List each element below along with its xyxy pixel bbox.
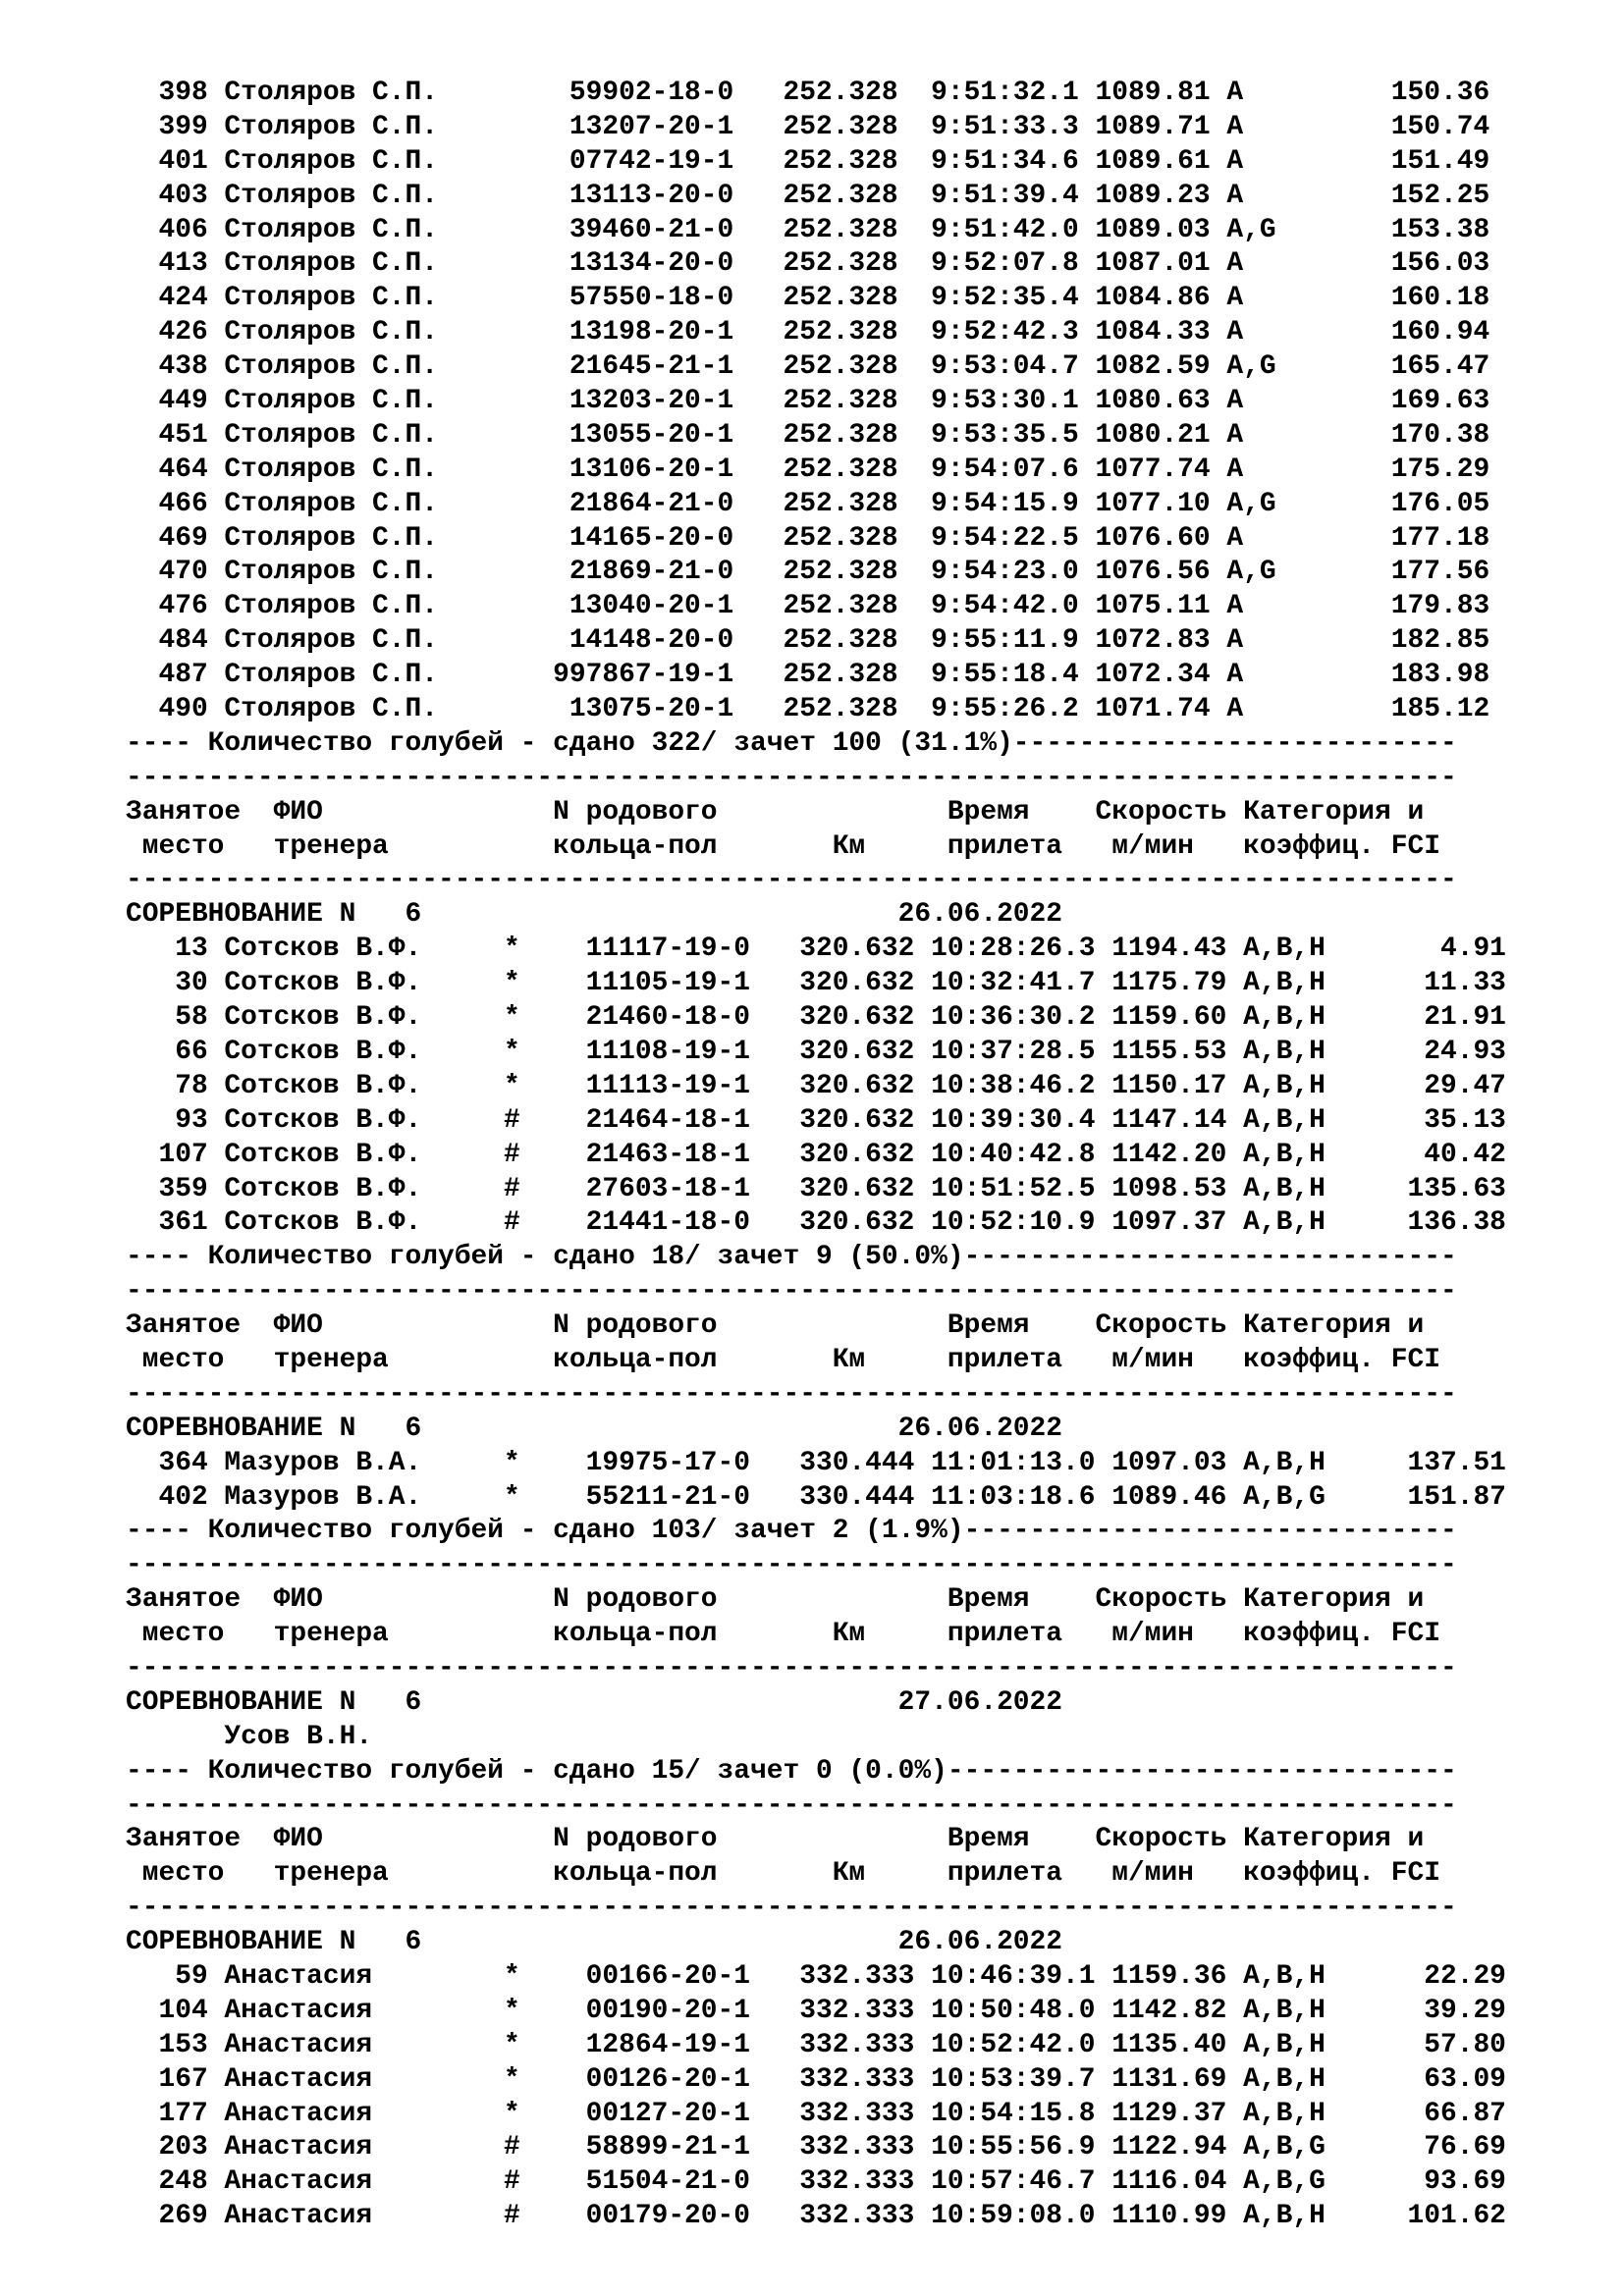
column-header: место тренера кольца-пол Км прилета м/мин коэффиц. FCI: [126, 1619, 1440, 1650]
result-row: 466 Столяров С.П. 21864-21-0 252.328 9:54:15.9 1077.10 A,G 176.05: [126, 488, 1490, 519]
pigeon-count-summary: ---- Количество голубей - сдано 15/ зачет 0 (0.0%)-------------------------------: [126, 1755, 1457, 1787]
separator-line: ---------------------------------------------------------------------------------: [126, 1789, 1457, 1821]
result-row: 476 Столяров С.П. 13040-20-1 252.328 9:54:42.0 1075.11 A 179.83: [126, 591, 1490, 622]
separator-line: ---------------------------------------------------------------------------------: [126, 762, 1457, 793]
result-row: 58 Сотсков В.Ф. * 21460-18-0 320.632 10:36:30.2 1159.60 A,B,H 21.91: [126, 1002, 1506, 1034]
result-row: 59 Анастасия * 00166-20-1 332.333 10:46:39.1 1159.36 A,B,H 22.29: [126, 1960, 1506, 1992]
result-row: 403 Столяров С.П. 13113-20-0 252.328 9:51:39.4 1089.23 A 152.25: [126, 180, 1490, 211]
separator-line: ---------------------------------------------------------------------------------: [126, 865, 1457, 896]
result-row: 470 Столяров С.П. 21869-21-0 252.328 9:54:23.0 1076.56 A,G 177.56: [126, 557, 1490, 588]
result-row: 248 Анастасия # 51504-21-0 332.333 10:57:46.7 1116.04 A,B,G 93.69: [126, 2166, 1506, 2198]
result-row: 401 Столяров С.П. 07742-19-1 252.328 9:51:34.6 1089.61 A 151.49: [126, 145, 1490, 177]
column-header: место тренера кольца-пол Км прилета м/мин коэффиц. FCI: [126, 1858, 1440, 1890]
pigeon-count-summary: ---- Количество голубей - сдано 103/ зачет 2 (1.9%)------------------------------: [126, 1516, 1457, 1547]
result-row: 406 Столяров С.П. 39460-21-0 252.328 9:51:42.0 1089.03 A,G 153.38: [126, 214, 1490, 245]
result-row: 413 Столяров С.П. 13134-20-0 252.328 9:52:07.8 1087.01 A 156.03: [126, 248, 1490, 280]
separator-line: ---------------------------------------------------------------------------------: [126, 1276, 1457, 1308]
separator-line: ---------------------------------------------------------------------------------: [126, 1893, 1457, 1924]
results-document: [126, 77, 1506, 2234]
result-row: 167 Анастасия * 00126-20-1 332.333 10:53:39.7 1131.69 A,B,H 63.09: [126, 2063, 1506, 2095]
result-row: 66 Сотсков В.Ф. * 11108-19-1 320.632 10:37:28.5 1155.53 A,B,H 24.93: [126, 1036, 1506, 1067]
separator-line: ---------------------------------------------------------------------------------: [126, 1378, 1457, 1410]
result-row: 203 Анастасия # 58899-21-1 332.333 10:55:56.9 1122.94 A,B,G 76.69: [126, 2132, 1506, 2163]
result-row: 359 Сотсков В.Ф. # 27603-18-1 320.632 10:51:52.5 1098.53 A,B,H 135.63: [126, 1173, 1506, 1204]
column-header: место тренера кольца-пол Км прилета м/мин коэффиц. FCI: [126, 1344, 1440, 1375]
result-row: 487 Столяров С.П. 997867-19-1 252.328 9:55:18.4 1072.34 A 183.98: [126, 660, 1490, 691]
column-header: Занятое ФИО N родового Время Скорость Категория и: [126, 1310, 1425, 1342]
column-header: Занятое ФИО N родового Время Скорость Категория и: [126, 796, 1425, 828]
result-row: 13 Сотсков В.Ф. * 11117-19-0 320.632 10:28:26.3 1194.43 A,B,H 4.91: [126, 934, 1506, 965]
result-row: 364 Мазуров В.А. * 19975-17-0 330.444 11:01:13.0 1097.03 A,B,H 137.51: [126, 1447, 1506, 1478]
competition-header: СОРЕВНОВАНИЕ N 6 26.06.2022: [126, 899, 1063, 931]
result-row: 78 Сотсков В.Ф. * 11113-19-1 320.632 10:38:46.2 1150.17 A,B,H 29.47: [126, 1070, 1506, 1101]
pigeon-count-summary: ---- Количество голубей - сдано 18/ зачет 9 (50.0%)------------------------------: [126, 1242, 1457, 1273]
competition-header: СОРЕВНОВАНИЕ N 6 27.06.2022: [126, 1686, 1063, 1718]
result-row: 269 Анастасия # 00179-20-0 332.333 10:59:08.0 1110.99 A,B,H 101.62: [126, 2201, 1506, 2232]
competition-header: СОРЕВНОВАНИЕ N 6 26.06.2022: [126, 1413, 1063, 1444]
column-header: место тренера кольца-пол Км прилета м/мин коэффиц. FCI: [126, 830, 1440, 862]
separator-line: ---------------------------------------------------------------------------------: [126, 1652, 1457, 1683]
result-row: 484 Столяров С.П. 14148-20-0 252.328 9:55:11.9 1072.83 A 182.85: [126, 625, 1490, 657]
result-row: 490 Столяров С.П. 13075-20-1 252.328 9:55:26.2 1071.74 A 185.12: [126, 694, 1490, 725]
result-row: 469 Столяров С.П. 14165-20-0 252.328 9:54:22.5 1076.60 A 177.18: [126, 522, 1490, 554]
result-row: 93 Сотсков В.Ф. # 21464-18-1 320.632 10:39:30.4 1147.14 A,B,H 35.13: [126, 1104, 1506, 1136]
result-row: 177 Анастасия * 00127-20-1 332.333 10:54:15.8 1129.37 A,B,H 66.87: [126, 2098, 1506, 2129]
result-row: 449 Столяров С.П. 13203-20-1 252.328 9:53:30.1 1080.63 A 169.63: [126, 386, 1490, 417]
competition-header: СОРЕВНОВАНИЕ N 6 26.06.2022: [126, 1927, 1063, 1958]
result-row: 424 Столяров С.П. 57550-18-0 252.328 9:52:35.4 1084.86 A 160.18: [126, 283, 1490, 314]
result-row: 107 Сотсков В.Ф. # 21463-18-1 320.632 10:40:42.8 1142.20 A,B,H 40.42: [126, 1139, 1506, 1170]
result-row: 104 Анастасия * 00190-20-1 332.333 10:50:48.0 1142.82 A,B,H 39.29: [126, 1995, 1506, 2026]
column-header: Занятое ФИО N родового Время Скорость Категория и: [126, 1824, 1425, 1855]
separator-line: ---------------------------------------------------------------------------------: [126, 1550, 1457, 1581]
result-row: 426 Столяров С.П. 13198-20-1 252.328 9:52:42.3 1084.33 A 160.94: [126, 317, 1490, 348]
result-row: 451 Столяров С.П. 13055-20-1 252.328 9:53:35.5 1080.21 A 170.38: [126, 419, 1490, 451]
column-header: Занятое ФИО N родового Время Скорость Категория и: [126, 1584, 1425, 1616]
result-row: 402 Мазуров В.А. * 55211-21-0 330.444 11:03:18.6 1089.46 A,B,G 151.87: [126, 1481, 1506, 1513]
result-row: 361 Сотсков В.Ф. # 21441-18-0 320.632 10:52:10.9 1097.37 A,B,H 136.38: [126, 1207, 1506, 1239]
result-row: 438 Столяров С.П. 21645-21-1 252.328 9:53:04.7 1082.59 A,G 165.47: [126, 351, 1490, 383]
result-row: 153 Анастасия * 12864-19-1 332.333 10:52:42.0 1135.40 A,B,H 57.80: [126, 2029, 1506, 2060]
result-row: 398 Столяров С.П. 59902-18-0 252.328 9:51:32.1 1089.81 A 150.36: [126, 78, 1490, 108]
trainer-name-line: Усов В.Н.: [126, 1721, 373, 1752]
result-row: 399 Столяров С.П. 13207-20-1 252.328 9:51:33.3 1089.71 A 150.74: [126, 111, 1490, 142]
result-row: 464 Столяров С.П. 13106-20-1 252.328 9:54:07.6 1077.74 A 175.29: [126, 454, 1490, 485]
result-row: 30 Сотсков В.Ф. * 11105-19-1 320.632 10:32:41.7 1175.79 A,B,H 11.33: [126, 968, 1506, 999]
pigeon-count-summary: ---- Количество голубей - сдано 322/ зачет 100 (31.1%)---------------------------: [126, 727, 1457, 759]
